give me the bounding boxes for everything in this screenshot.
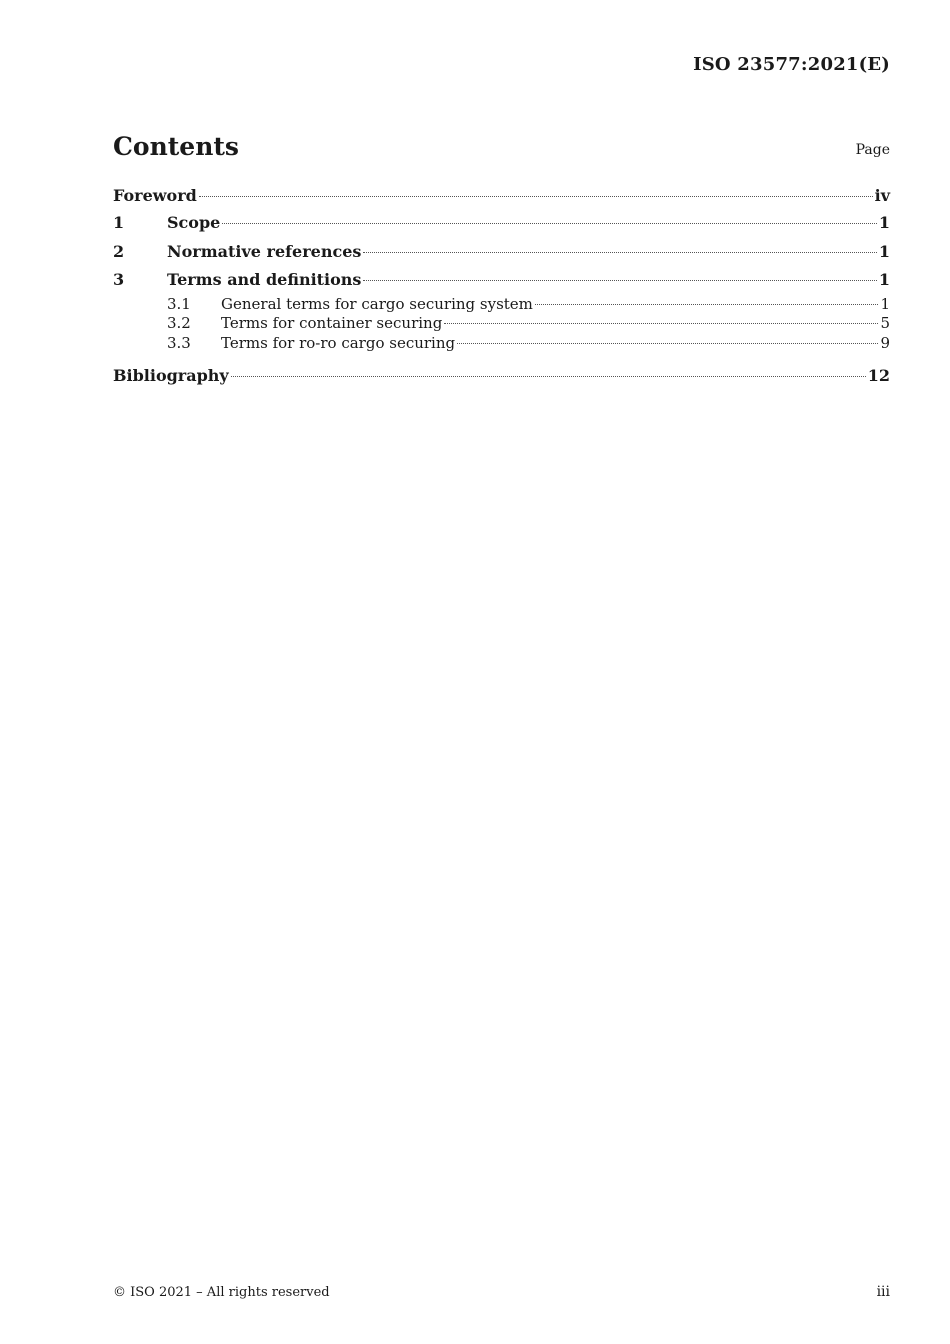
toc-entry-number: 3	[113, 270, 125, 289]
toc-entry-number: 1	[113, 213, 125, 232]
toc-entry-bibliography[interactable]	[113, 362, 890, 391]
toc-dot-leader	[199, 196, 873, 197]
toc-dot-leader	[535, 304, 879, 305]
toc-dot-leader	[444, 323, 878, 324]
toc-entry-page: 1	[878, 270, 890, 289]
toc-entry-page: 1	[878, 241, 890, 261]
toc-entry-title: Terms for container securing	[221, 314, 443, 332]
toc-entry-number: 2	[113, 241, 125, 261]
copyright-notice: © ISO 2021 – All rights reserved	[113, 1285, 330, 1300]
toc-entry-title: Terms for ro-ro cargo securing	[221, 333, 456, 352]
toc-entry-terms-and-definitions[interactable]	[113, 266, 890, 295]
toc-entry-title: General terms for cargo securing system	[221, 294, 533, 313]
toc-dot-leader	[363, 280, 876, 281]
table-of-contents	[113, 183, 890, 391]
toc-entry-number: 3.1	[167, 294, 191, 313]
toc-entry-page: 9	[880, 333, 890, 352]
toc-entry-number: 3.3	[167, 333, 191, 352]
toc-entry-page: 12	[867, 366, 890, 385]
toc-entry-page: 5	[880, 314, 890, 332]
toc-entry-title: Scope	[167, 213, 221, 232]
toc-subentry-container-securing[interactable]	[113, 314, 890, 334]
toc-subentry-general-terms[interactable]	[113, 295, 890, 315]
toc-entry-normative-references[interactable]	[113, 238, 890, 267]
contents-heading: Contents	[113, 132, 240, 161]
toc-entry-page: iv	[874, 186, 890, 205]
page-column-label: Page	[855, 142, 890, 158]
toc-entry-page: 1	[880, 294, 890, 313]
toc-entry-number: 3.2	[167, 314, 191, 332]
toc-dot-leader	[222, 223, 877, 224]
toc-dot-leader	[231, 376, 866, 377]
toc-entry-title: Foreword	[113, 186, 197, 205]
toc-dot-leader	[457, 343, 878, 344]
page-number: iii	[876, 1284, 890, 1300]
toc-entry-title: Bibliography	[113, 366, 229, 385]
toc-entry-title: Normative references	[167, 241, 362, 261]
toc-entry-page: 1	[878, 213, 890, 232]
document-identifier: ISO 23577:2021(E)	[693, 54, 890, 75]
toc-dot-leader	[363, 252, 876, 253]
toc-entry-title: Terms and definitions	[167, 270, 362, 289]
toc-subentry-ro-ro-cargo-securing[interactable]	[113, 334, 890, 354]
toc-entry-scope[interactable]	[113, 209, 890, 238]
toc-entry-foreword[interactable]	[113, 183, 890, 209]
